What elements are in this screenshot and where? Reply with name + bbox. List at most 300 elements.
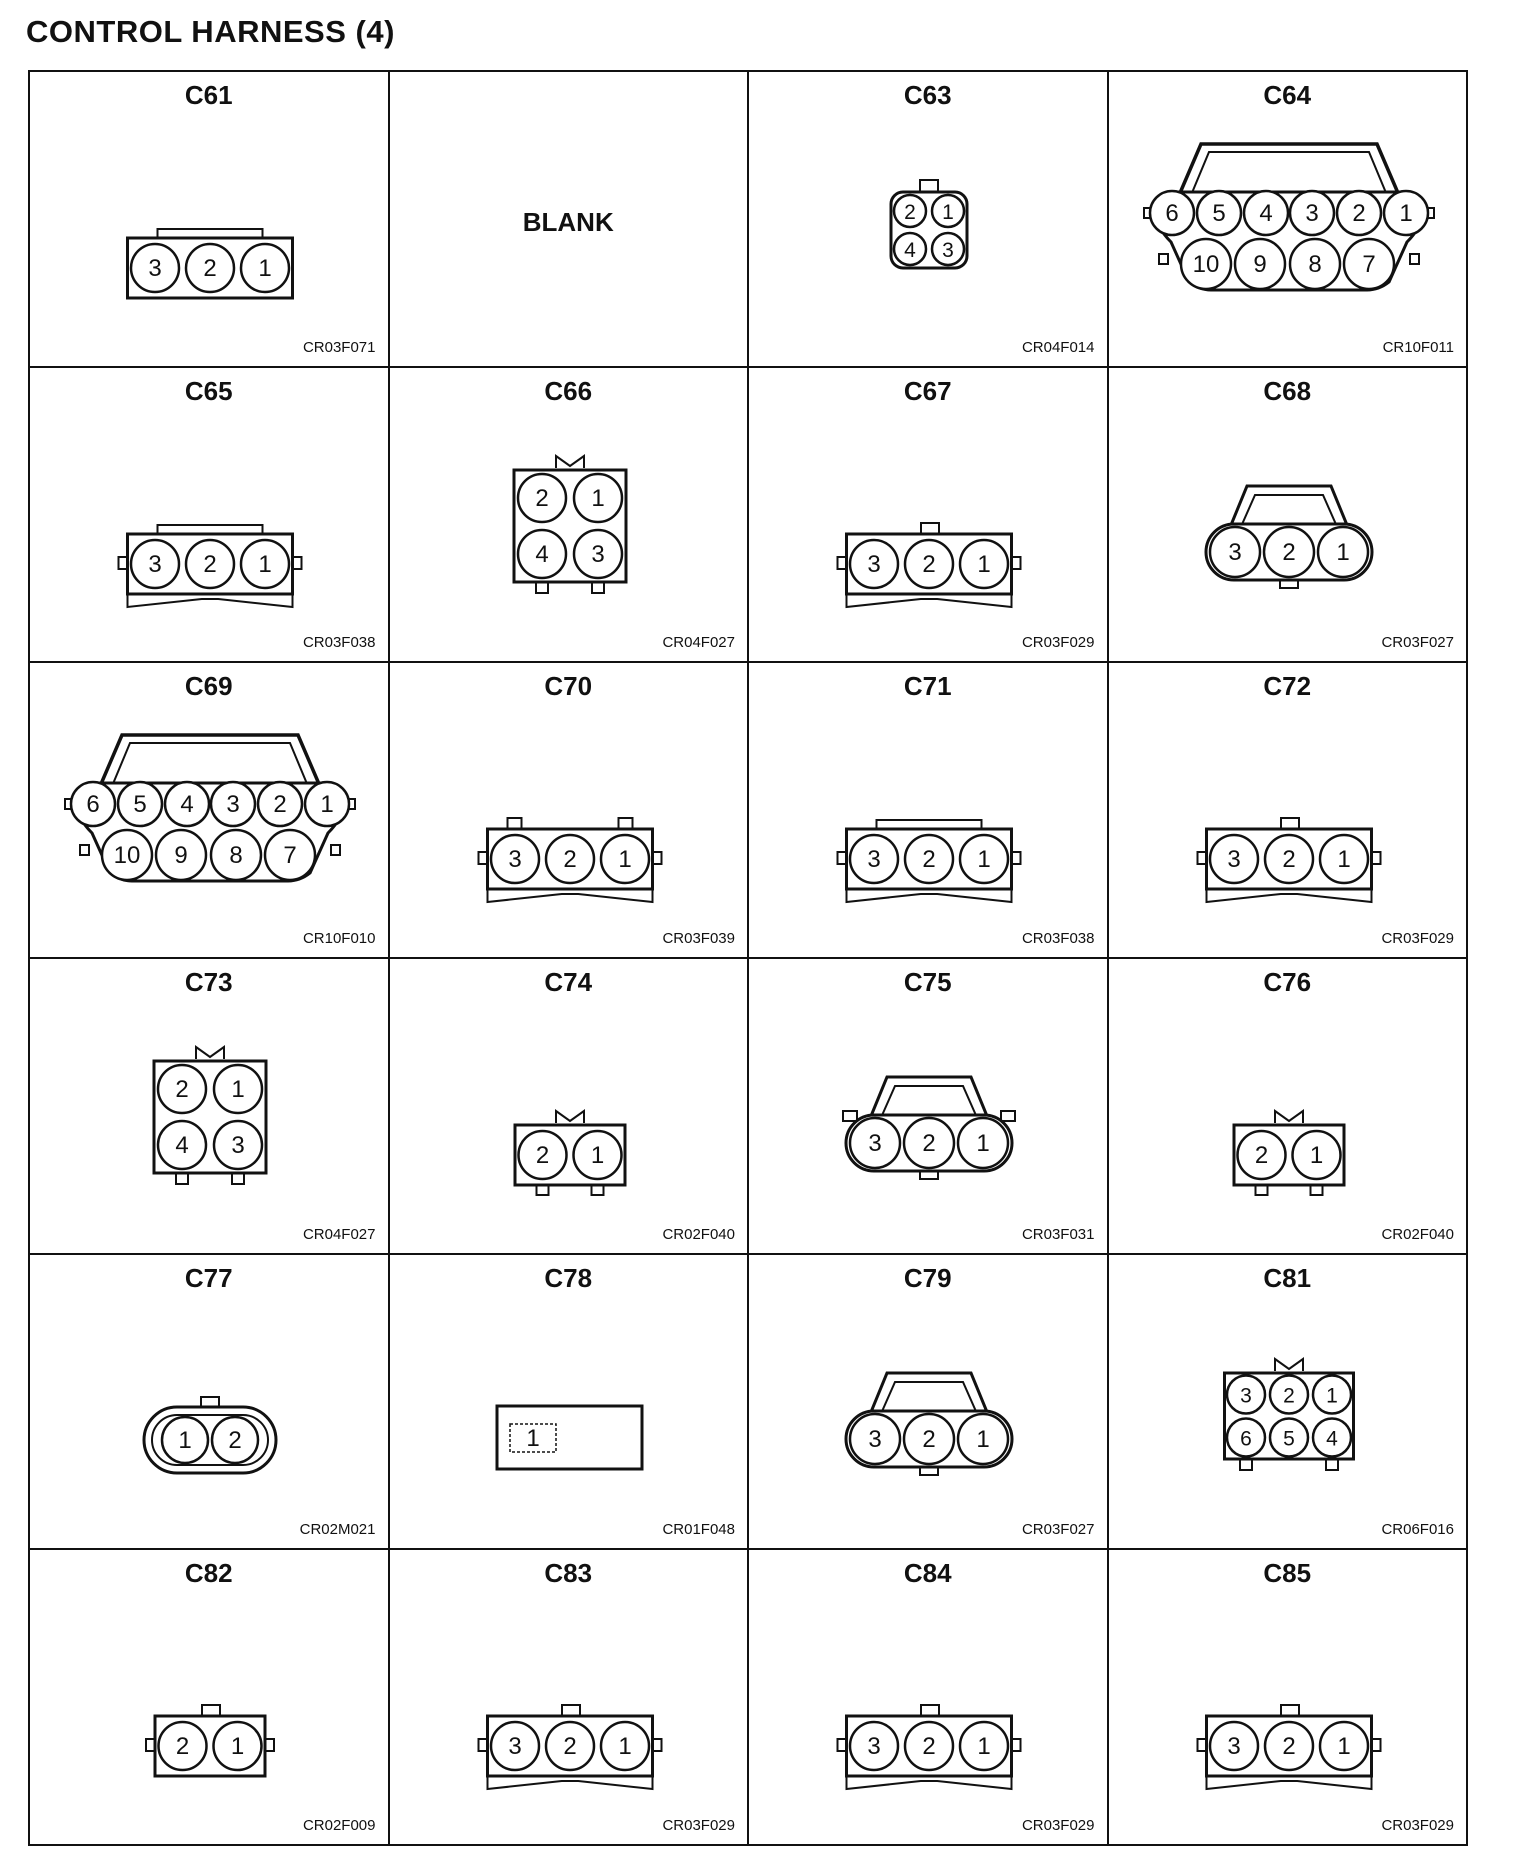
- pin-number: 1: [1336, 1733, 1351, 1761]
- connector-cell: [749, 959, 1109, 1255]
- pin-2: [158, 1121, 206, 1169]
- pin-number: 1: [977, 550, 991, 578]
- connector-drawing: [119, 525, 302, 607]
- latch-icon: [556, 1111, 584, 1123]
- pin-number: 2: [535, 1141, 549, 1169]
- pin-number: 2: [1281, 538, 1296, 566]
- pin-0: [850, 835, 898, 883]
- connector-drawing: [838, 523, 1021, 607]
- pin-0: [131, 244, 179, 292]
- pin-number: 2: [1351, 200, 1366, 227]
- connector-cell: [1109, 1255, 1469, 1551]
- part-code: CR01F048: [662, 1521, 735, 1539]
- connector-cell: [1109, 663, 1469, 959]
- connector-cell: [1109, 1550, 1469, 1846]
- connector-diagram: [749, 1255, 1109, 1551]
- connector-diagram: [749, 959, 1109, 1255]
- connector-skirt: [487, 889, 652, 902]
- pin-number: 1: [258, 255, 272, 282]
- connector-diagram: [30, 1550, 390, 1846]
- connector-skirt: [847, 889, 1012, 902]
- connector-id: C65: [184, 375, 233, 406]
- connector-drawing: [1224, 1359, 1353, 1470]
- part-code: CR03F029: [662, 1816, 735, 1834]
- part-code: CR02F040: [1381, 1225, 1454, 1243]
- pin-number: 2: [922, 1129, 936, 1157]
- pin-number: 3: [1304, 200, 1319, 227]
- pin-number: 2: [562, 1733, 577, 1761]
- connector-id: C63: [903, 80, 952, 110]
- pin-3: [932, 233, 964, 265]
- pin-2: [1318, 527, 1368, 577]
- pin-2: [518, 530, 566, 578]
- pin-2: [601, 835, 649, 883]
- pin-5: [305, 782, 349, 826]
- connector-cell: [1109, 368, 1469, 664]
- pin-1: [186, 540, 234, 588]
- connector-diagram: [1109, 368, 1469, 664]
- connector-body: [497, 1406, 642, 1469]
- pin-number: 2: [922, 550, 936, 578]
- pin-0: [850, 1722, 898, 1770]
- pin-0: [71, 782, 115, 826]
- connector-cell: [749, 1550, 1109, 1846]
- part-code: CR03F029: [1381, 929, 1454, 947]
- connector-drawing: [1144, 144, 1434, 290]
- foot-tab: [232, 1173, 244, 1184]
- top-key: [1281, 818, 1299, 829]
- top-key: [920, 180, 938, 192]
- part-code: CR03F029: [1021, 1816, 1095, 1834]
- pin-8: [211, 830, 261, 880]
- pin-1: [214, 1722, 262, 1770]
- connector-grid: [28, 70, 1468, 1846]
- connector-id: C76: [1263, 966, 1312, 997]
- pin-number: 3: [867, 846, 881, 874]
- connector-drawing: [1197, 1705, 1380, 1789]
- pin-number: 8: [229, 842, 243, 870]
- pin-number: 3: [1239, 1384, 1252, 1408]
- pin-number: 4: [180, 791, 194, 819]
- pin-1: [574, 474, 622, 522]
- latch-icon: [556, 456, 584, 468]
- part-code: CR06F016: [1381, 1521, 1454, 1539]
- pin-2: [1320, 1722, 1368, 1770]
- connector-id: C71: [903, 671, 952, 702]
- connector-drawing: [65, 735, 355, 881]
- foot-tab: [176, 1173, 188, 1184]
- pin-3: [574, 530, 622, 578]
- part-code: CR02F009: [302, 1816, 376, 1834]
- part-code: CR04F027: [302, 1225, 376, 1243]
- pin-number: 3: [148, 255, 162, 282]
- pin-0: [1210, 835, 1258, 883]
- connector-cell: [30, 663, 390, 959]
- connector-skirt: [1206, 889, 1371, 902]
- connector-skirt: [847, 594, 1012, 607]
- connector-id: C64: [1263, 80, 1312, 110]
- connector-cell: [30, 1550, 390, 1846]
- pin-number: 9: [174, 842, 188, 870]
- pin-2: [1313, 1375, 1351, 1413]
- pin-6: [102, 830, 152, 880]
- pin-number: 2: [534, 484, 549, 512]
- pin-number: 2: [1282, 1384, 1295, 1408]
- pin-1: [904, 1414, 954, 1464]
- pin-number: 10: [1192, 251, 1219, 278]
- right-foot: [331, 845, 340, 855]
- connector-cell: [390, 1550, 750, 1846]
- pin-number: 1: [1398, 200, 1413, 227]
- connector-cell: [30, 1255, 390, 1551]
- connector-drawing: [1234, 1111, 1344, 1195]
- pin-0: [1150, 191, 1194, 235]
- pin-number: 2: [175, 1733, 190, 1761]
- pin-1: [1270, 1375, 1308, 1413]
- part-code: CR03F027: [1381, 634, 1454, 652]
- right-foot: [1410, 254, 1419, 264]
- top-key: [1281, 1705, 1299, 1716]
- connector-diagram: [1109, 72, 1469, 368]
- pin-number: 4: [1258, 200, 1273, 227]
- pin-4: [1337, 191, 1381, 235]
- pin-1: [905, 1722, 953, 1770]
- pin-number: 4: [534, 540, 549, 568]
- foot-tab: [536, 582, 548, 593]
- connector-drawing: [146, 1705, 274, 1776]
- connector-cell: [749, 72, 1109, 368]
- pin-2: [958, 1118, 1008, 1168]
- connector-skirt: [487, 1776, 652, 1789]
- pin-number: 6: [1164, 200, 1179, 227]
- connector-id: C72: [1263, 671, 1312, 702]
- pin-0: [518, 474, 566, 522]
- connector-skirt: [128, 594, 293, 607]
- pin-0: [1210, 1722, 1258, 1770]
- pin-9: [265, 830, 315, 880]
- connector-drawing: [514, 456, 626, 593]
- pin-2: [241, 540, 289, 588]
- page-title: CONTROL HARNESS (4): [26, 14, 395, 49]
- pin-number: 5: [1282, 1427, 1295, 1451]
- pin-number: 1: [230, 1733, 245, 1761]
- pin-number: 8: [1307, 251, 1322, 278]
- pin-number: 3: [868, 1129, 882, 1157]
- pin-number: 4: [175, 1131, 189, 1159]
- connector-skirt: [847, 1776, 1012, 1789]
- pin-9: [1344, 239, 1394, 289]
- pin-number: 1: [977, 846, 991, 874]
- pin-number: 3: [507, 1733, 522, 1761]
- pin-0: [159, 1722, 207, 1770]
- pin-number: 1: [231, 1075, 245, 1103]
- pin-1: [186, 244, 234, 292]
- connector-drawing: [846, 1373, 1012, 1475]
- connector-diagram: [30, 368, 390, 664]
- connector-diagram: [390, 1550, 750, 1846]
- connector-cell: [749, 1255, 1109, 1551]
- connector-cell: [30, 72, 390, 368]
- top-key: [562, 1705, 580, 1716]
- connector-id: C75: [903, 966, 952, 997]
- pin-number: 1: [617, 846, 632, 874]
- pin-number: 1: [1335, 538, 1350, 566]
- connector-id: C69: [184, 671, 233, 702]
- pin-3: [1290, 191, 1334, 235]
- pin-0: [1237, 1131, 1285, 1179]
- pin-0: [1227, 1375, 1265, 1413]
- pin-1: [1292, 1131, 1340, 1179]
- pin-0: [1210, 527, 1260, 577]
- part-code: CR04F014: [1021, 338, 1095, 356]
- pin-number: 2: [1281, 1733, 1296, 1761]
- pin-number: 3: [231, 1131, 245, 1159]
- latch-icon: [1275, 1359, 1303, 1371]
- pin-4: [1270, 1418, 1308, 1456]
- pin-1: [905, 835, 953, 883]
- connector-cell: [1109, 959, 1469, 1255]
- pin-number: 1: [178, 1426, 192, 1454]
- pin-number: 4: [1325, 1427, 1338, 1451]
- connector-diagram: [30, 959, 390, 1255]
- pin-number: 1: [1325, 1384, 1338, 1408]
- connector-id: C70: [544, 671, 593, 702]
- pin-0: [162, 1417, 208, 1463]
- top-key: [921, 1705, 939, 1716]
- pin-3: [214, 1121, 262, 1169]
- pin-number: 3: [867, 1733, 881, 1761]
- pin-number: 5: [1211, 200, 1226, 227]
- pin-number: 3: [590, 540, 605, 568]
- pin-number: 6: [1239, 1427, 1252, 1451]
- pin-5: [1384, 191, 1428, 235]
- pin-number: 3: [148, 550, 162, 578]
- connector-diagram: [390, 1255, 750, 1551]
- pin-1: [1197, 191, 1241, 235]
- pin-0: [850, 540, 898, 588]
- pin-5: [1313, 1418, 1351, 1456]
- connector-drawing: [1206, 486, 1372, 588]
- connector-id: C67: [903, 375, 952, 406]
- connector-diagram: [390, 368, 750, 664]
- pin-number: 1: [258, 550, 272, 578]
- pin-0: [491, 1722, 539, 1770]
- connector-diagram: [749, 72, 1109, 368]
- part-code: CR03F071: [302, 338, 376, 356]
- connector-id: C74: [544, 966, 593, 997]
- pin-number: 3: [868, 1425, 882, 1453]
- part-code: CR03F029: [1021, 634, 1095, 652]
- connector-drawing: [478, 818, 661, 902]
- left-foot: [80, 845, 89, 855]
- pin-number: 1: [942, 201, 954, 224]
- pin-number: 1: [525, 1424, 540, 1452]
- pin-1: [932, 195, 964, 227]
- pin-6: [1181, 239, 1231, 289]
- pin-number: 1: [590, 1141, 604, 1169]
- part-code: CR03F029: [1381, 1816, 1454, 1834]
- pin-2: [960, 1722, 1008, 1770]
- pin-number: 2: [922, 846, 936, 874]
- connector-diagram: [1109, 1255, 1469, 1551]
- connector-cell: [749, 368, 1109, 664]
- pin-1: [905, 540, 953, 588]
- connector-id: C83: [544, 1558, 593, 1589]
- top-key: [921, 523, 939, 534]
- right-ear: [1001, 1111, 1015, 1121]
- part-code: CR03F027: [1021, 1521, 1095, 1539]
- connector-id: C66: [544, 375, 593, 406]
- part-code: CR03F039: [662, 929, 735, 947]
- pin-number: 2: [203, 255, 217, 282]
- pin-2: [1320, 835, 1368, 883]
- pin-1: [214, 1065, 262, 1113]
- connector-diagram: [1109, 1550, 1469, 1846]
- part-code: CR03F038: [302, 634, 376, 652]
- pin-number: 2: [562, 846, 577, 874]
- connector-id: C77: [184, 1262, 233, 1293]
- part-code: CR03F038: [1021, 929, 1095, 947]
- connector-id: C61: [184, 80, 233, 110]
- pin-0: [158, 1065, 206, 1113]
- connector-id: C84: [903, 1558, 952, 1589]
- top-key: [202, 1705, 220, 1716]
- pin-1: [546, 1722, 594, 1770]
- pin-4: [258, 782, 302, 826]
- pin-number: 7: [1361, 251, 1376, 278]
- connector-drawing: [515, 1111, 625, 1195]
- pin-1: [546, 835, 594, 883]
- top-key-right: [618, 818, 632, 829]
- pin-number: 2: [1281, 846, 1296, 874]
- connector-diagram: [749, 368, 1109, 664]
- pin-1: [1264, 527, 1314, 577]
- connector-cell: [390, 72, 750, 368]
- part-code: CR02F040: [662, 1225, 735, 1243]
- pin-number: 1: [977, 1733, 991, 1761]
- connector-drawing: [144, 1397, 276, 1473]
- connector-cell: [1109, 72, 1469, 368]
- pin-0: [850, 1118, 900, 1168]
- pin-number: 3: [942, 239, 954, 262]
- pin-1: [573, 1131, 621, 1179]
- pin-number: 1: [1309, 1141, 1323, 1169]
- pin-1: [212, 1417, 258, 1463]
- pin-3: [211, 782, 255, 826]
- pin-number: 2: [203, 550, 217, 578]
- connector-diagram: [30, 1255, 390, 1551]
- connector-diagram: [30, 663, 390, 959]
- connector-diagram: [390, 663, 750, 959]
- pin-number: 3: [1226, 1733, 1241, 1761]
- pin-1: [1265, 835, 1313, 883]
- connector-cell: [390, 368, 750, 664]
- latch-icon: [196, 1047, 224, 1059]
- pin-number: 7: [283, 842, 297, 870]
- pin-8: [1290, 239, 1340, 289]
- pin-number: 4: [904, 239, 916, 262]
- connector-drawing: [1197, 818, 1380, 902]
- pin-number: 2: [1254, 1141, 1268, 1169]
- pin-number: 2: [273, 791, 287, 819]
- left-foot: [1159, 254, 1168, 264]
- pin-7: [1235, 239, 1285, 289]
- pin-number: 3: [1226, 846, 1241, 874]
- foot-tab: [1240, 1459, 1252, 1470]
- blank-label: BLANK: [522, 207, 614, 237]
- connector-cell: [30, 959, 390, 1255]
- pin-0: [850, 1414, 900, 1464]
- pin-number: 2: [922, 1425, 936, 1453]
- connector-diagram: [1109, 663, 1469, 959]
- pin-2: [958, 1414, 1008, 1464]
- pin-1: [904, 1118, 954, 1168]
- pin-2: [1244, 191, 1288, 235]
- pin-2: [960, 540, 1008, 588]
- pin-number: 2: [904, 201, 916, 224]
- pin-number: 3: [507, 846, 522, 874]
- pin-number: 10: [113, 842, 141, 870]
- pin-2: [960, 835, 1008, 883]
- connector-diagram: [749, 663, 1109, 959]
- connector-id: C68: [1263, 375, 1312, 406]
- pin-number: 2: [175, 1075, 189, 1103]
- pin-0: [518, 1131, 566, 1179]
- pin-3: [1227, 1418, 1265, 1456]
- pin-number: 5: [133, 791, 147, 819]
- connector-cell: [390, 663, 750, 959]
- connector-drawing: [497, 1406, 642, 1469]
- pin-2: [894, 233, 926, 265]
- part-code: CR04F027: [662, 634, 735, 652]
- connector-drawing: [891, 180, 967, 268]
- pin-number: 2: [228, 1426, 242, 1454]
- pin-number: 6: [86, 791, 100, 819]
- connector-diagram: [390, 959, 750, 1255]
- connector-skirt: [1206, 1776, 1371, 1789]
- part-code: CR03F031: [1021, 1225, 1095, 1243]
- connector-cell: [390, 1255, 750, 1551]
- top-key-left: [507, 818, 521, 829]
- pin-2: [241, 244, 289, 292]
- connector-id: C82: [184, 1558, 233, 1589]
- connector-diagram: [749, 1550, 1109, 1846]
- pin-2: [601, 1722, 649, 1770]
- pin-7: [156, 830, 206, 880]
- part-code: CR10F010: [302, 929, 376, 947]
- connector-diagram: [30, 72, 390, 368]
- connector-drawing: [838, 1705, 1021, 1789]
- connector-cell: [30, 368, 390, 664]
- connector-id: C78: [544, 1262, 593, 1293]
- pin-number: 1: [590, 484, 605, 512]
- pin-2: [165, 782, 209, 826]
- connector-cell: [749, 663, 1109, 959]
- foot-tab: [592, 582, 604, 593]
- pin-number: 1: [1336, 846, 1351, 874]
- pin-number: 2: [922, 1733, 936, 1761]
- connector-id: C73: [184, 966, 233, 997]
- part-code: CR10F011: [1382, 338, 1454, 356]
- connector-drawing: [478, 1705, 661, 1789]
- connector-id: C81: [1263, 1262, 1312, 1293]
- connector-id: C85: [1263, 1558, 1312, 1589]
- pin-0: [491, 835, 539, 883]
- pin-number: 1: [976, 1425, 990, 1453]
- pin-number: 1: [320, 791, 334, 819]
- part-code: CR02M021: [299, 1521, 376, 1539]
- pin-number: 1: [976, 1129, 990, 1157]
